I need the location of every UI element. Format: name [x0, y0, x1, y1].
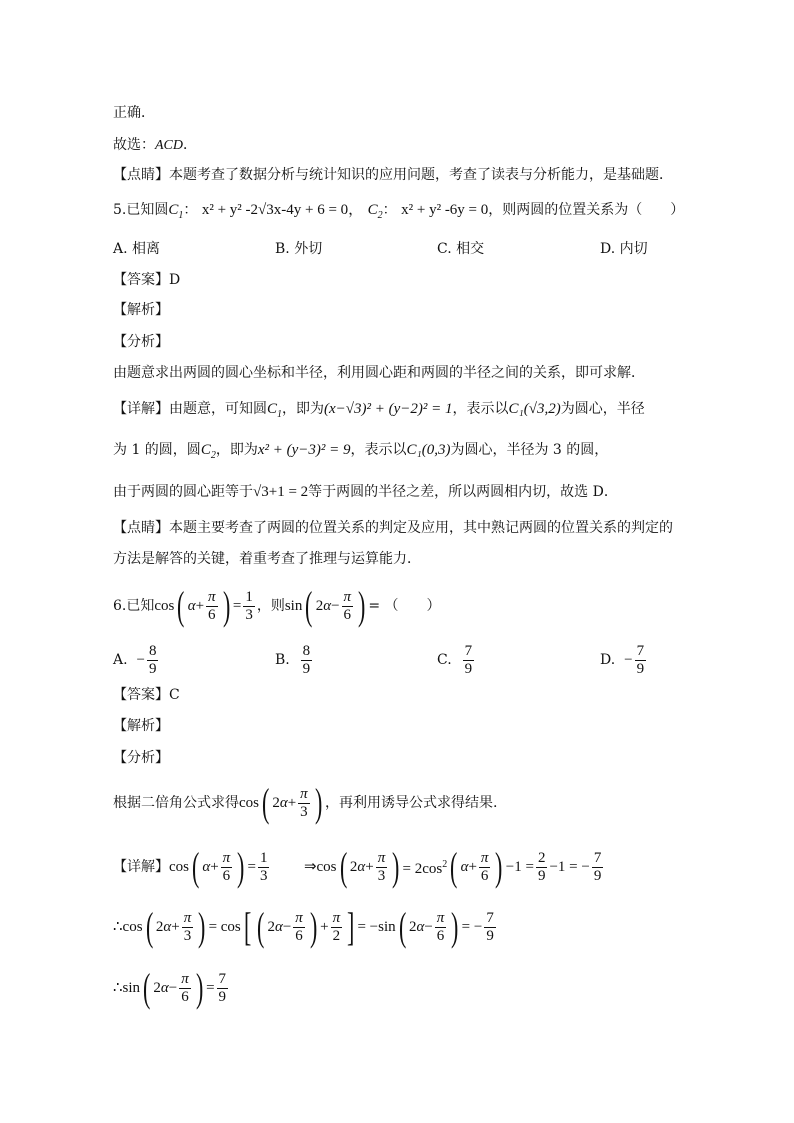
q5-option-c: C. 相交: [437, 241, 485, 257]
colon: ：: [382, 202, 397, 218]
q6-option-c: C. $\frac{7}{9}$: [437, 642, 473, 677]
q6-answer: 【答案】C: [113, 687, 180, 703]
q5-eq1: x² + y² -2√3x-4y + 6 = 0，: [201, 202, 364, 218]
dianjing-tag: 【点睛】: [113, 167, 169, 183]
answer-line: [113, 135, 197, 156]
q5-center2: C₁(0,3): [406, 442, 451, 458]
c2-symbol: $C_2$: [367, 202, 383, 221]
q5-answer: 【答案】D: [113, 272, 181, 288]
q5-detail-line3: 由于两圆的圆心距等于√3+1 = 2等于两圆的半径之差，所以两圆相内切，故选 D．: [113, 484, 618, 500]
q6-detail-line3: ∴sin( 2α− $\frac{\pi}{6}$ ) = $\frac{7}{9}$: [113, 965, 227, 1010]
q5-detail-line1: 【详解】由题意，可知圆$C_1$，即为(x−√3)² + (y−2)² = 1，表示以C₁(√3,2)为圆心，半径: [113, 401, 645, 420]
q5-option-a: A. 相离: [113, 241, 161, 257]
q5-distance-eq: √3+1 = 2: [253, 484, 309, 500]
dianjing-line: [113, 165, 673, 185]
q5-detail-line2: 为 1 的圆，圆$C_2$，即为x² + (y−3)² = 9，表示以C₁(0,3)为圆心，半径为 3 的圆，: [113, 442, 609, 461]
q5-dianjing-line2: 方法是解答的关键，着重考查了推理与运算能力．: [113, 551, 421, 567]
label: 故选：: [113, 137, 155, 153]
q5-dianjing-line1: 【点睛】本题主要考查了两圆的位置关系的判定及应用，其中熟记两圆的位置关系的判定的: [113, 520, 673, 536]
q5-circle1-eq: (x−√3)² + (y−2)² = 1: [324, 401, 453, 417]
q6-detail-line2: ∴cos( 2α+ $\frac{\pi}{3}$ ) = cos[ ( 2α− $\frac{\pi}{6}$ ) + $\frac{\pi}{2}$ ] = −sin( 2α− $\frac{\pi}{6}$ ) = − $\frac{7}{9}$: [113, 904, 494, 949]
q5-center1: C₁(√3,2): [508, 401, 561, 417]
q6-option-b: B. $\frac{8}{9}$: [275, 642, 311, 677]
question-6: 6.已知cos( α+ $\frac{\pi}{6}$ ) = $\frac{1}{3}$ ，则sin( 2α− $\frac{\pi}{6}$ ) = （ ）: [113, 583, 441, 628]
dianjing-text: 本题考查了数据分析与统计知识的应用问题，考查了读表与分析能力，是基础题．: [169, 167, 673, 183]
q5-eq2: x² + y² -6y = 0: [401, 202, 489, 218]
q5-circle2-eq: x² + (y−3)² = 9: [257, 442, 351, 458]
q5-prefix: 5.已知圆: [113, 202, 169, 218]
q6-option-d: D. − $\frac{7}{9}$: [600, 642, 645, 677]
q5-fenxi-text: 由题意求出两圆的圆心坐标和半径，利用圆心距和两圆的半径之间的关系，即可求解．: [113, 365, 645, 381]
q5-jiexi: 【解析】: [113, 302, 169, 318]
c1-symbol: $C_1$: [168, 202, 184, 221]
label: ．: [183, 137, 197, 153]
answer-value: ACD: [155, 138, 183, 153]
q6-detail-line1: 【详解】cos( α+ $\frac{\pi}{6}$ ) = $\frac{1}{3}$ ⇒cos( 2α+ $\frac{\pi}{3}$ ) = $2\cos^2$( α+ $\frac{\pi}{6}$ ) −1 = $\frac{2}{9}$ −1 = − $\frac{7}{9}$: [113, 844, 602, 889]
q5-option-d: D. 内切: [600, 241, 648, 257]
q6-jiexi: 【解析】: [113, 718, 169, 734]
q6-option-a: A. − $\frac{8}{9}$: [113, 642, 157, 677]
colon: ：: [183, 202, 198, 218]
question-5: [113, 200, 684, 226]
q5-suffix: ，则两圆的位置关系为（ ）: [488, 202, 685, 218]
text-line: 正确．: [113, 105, 155, 121]
q6-fenxi-text: 根据二倍角公式求得cos( 2α+ $\frac{\pi}{3}$ ) ，再利用诱导公式求得结果.: [113, 780, 498, 825]
q6-fenxi: 【分析】: [113, 750, 169, 766]
q5-fenxi: 【分析】: [113, 334, 169, 350]
q5-option-b: B. 外切: [275, 241, 323, 257]
